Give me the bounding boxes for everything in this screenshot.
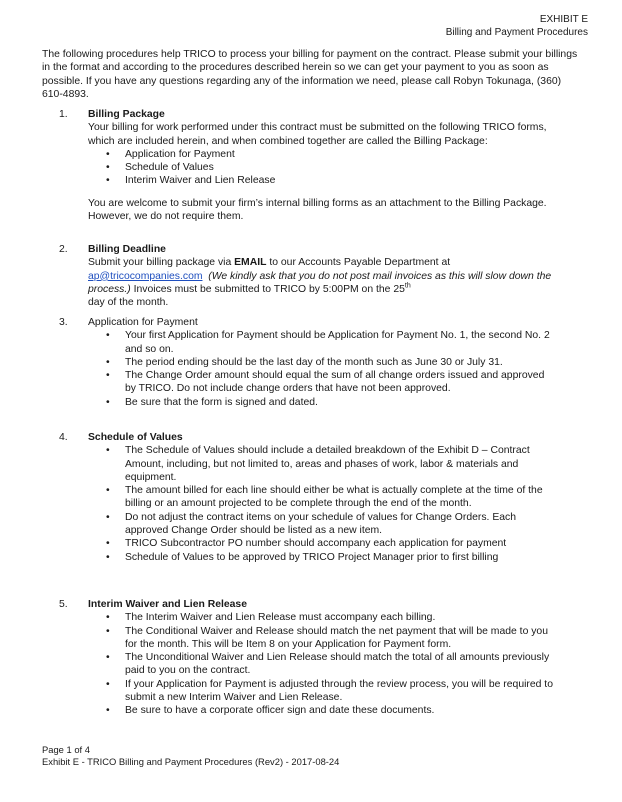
list-item: • The Conditional Waiver and Release should match the net payment that will be made to you for the month. This will be Item 8 on your Application for Payment form. <box>88 625 558 652</box>
list-item: • The Schedule of Values should include a detailed breakdown of the Exhibit D – Contract Amount, including, but not limited to, areas and phases of work, labor & materials and equipment. <box>88 444 558 484</box>
list-item: • Interim Waiver and Lien Release <box>88 174 558 187</box>
section-text: Your billing for work performed under this contract must be submitted on the following TRICO forms, which are included herein, and when combined together are called the Billing Package: <box>88 122 547 147</box>
mail-note: (We kindly ask that you do not post mail invoices as this will slow down the process.) <box>88 270 552 295</box>
exhibit-label: EXHIBIT E <box>539 14 588 25</box>
section-number: 4. <box>59 432 68 443</box>
intro-paragraph: The following procedures help TRICO to process your billing for payment on the contract. Please submit your billings in the format and according to the procedures described herein so we can get your payment to you as soon as possible. If you have any questions regarding any of the information we need, please call Robyn Tokunaga, (360) 610-4893. <box>42 49 578 100</box>
list-item: • The Change Order amount should equal the sum of all change orders issued and approved by TRICO. Do not include change orders that have not been approved. <box>88 369 558 396</box>
bullet-list <box>88 148 558 188</box>
section-text: Submit your billing package via EMAIL to our Accounts Payable Department at ap@tricocompanies.com (We kindly ask that you do not post mail invoices as this will slow down the process.) Invoices must be submitted to TRICO by 5:00PM on the 25th day of the month. <box>88 257 552 309</box>
bullet-list <box>88 611 558 717</box>
list-item: • If your Application for Payment is adjusted through the review process, you will be required to submit a new Interim Waiver and Lien Release. <box>88 678 558 705</box>
page-number: Page 1 of 4 <box>42 744 90 755</box>
document-id: Exhibit E - TRICO Billing and Payment Procedures (Rev2) - 2017-08-24 <box>42 756 340 767</box>
list-item: • The Unconditional Waiver and Lien Release should match the total of all amounts previously paid to you on the contract. <box>88 651 558 678</box>
section-number: 3. <box>59 317 68 328</box>
section-number: 5. <box>59 599 68 610</box>
section-title: Interim Waiver and Lien Release <box>88 599 247 610</box>
list-item: • The period ending should be the last day of the month such as June 30 or July 31. <box>88 356 558 369</box>
bullet-list <box>88 329 558 409</box>
list-item: • Schedule of Values to be approved by TRICO Project Manager prior to first billing <box>88 551 558 564</box>
section-title: Billing Deadline <box>88 244 166 255</box>
section-title: Application for Payment <box>88 317 198 328</box>
section-title: Billing Package <box>88 109 165 120</box>
section-title: Schedule of Values <box>88 432 183 443</box>
list-item: • Be sure that the form is signed and dated. <box>88 396 558 409</box>
list-item: • The Interim Waiver and Lien Release must accompany each billing. <box>88 611 558 624</box>
section-number: 1. <box>59 109 68 120</box>
document-header <box>446 13 588 39</box>
list-item: • Your first Application for Payment should be Application for Payment No. 1, the second No. 2 and so on. <box>88 329 558 356</box>
email-link[interactable]: ap@tricocompanies.com <box>88 270 203 282</box>
header-subtitle: Billing and Payment Procedures <box>445 27 588 38</box>
list-item: • Be sure to have a corporate officer sign and date these documents. <box>88 704 558 717</box>
list-item: • Schedule of Values <box>88 161 558 174</box>
document-footer <box>42 744 339 768</box>
email-emphasis: EMAIL <box>234 257 267 269</box>
list-item: • The amount billed for each line should either be what is actually complete at the time of the billing or an amount projected to be complete through the end of the month. <box>88 484 558 511</box>
section-number: 2. <box>59 244 68 255</box>
bullet-list <box>88 444 558 564</box>
list-item: • Application for Payment <box>88 148 558 161</box>
section-note: You are welcome to submit your firm’s internal billing forms as an attachment to the Billing Package. However, we do not require them. <box>88 197 547 223</box>
list-item: • Do not adjust the contract items on your schedule of values for Change Orders. Each approved Change Order should be listed as a new item. <box>88 511 558 538</box>
list-item: • TRICO Subcontractor PO number should accompany each application for payment <box>88 537 558 550</box>
